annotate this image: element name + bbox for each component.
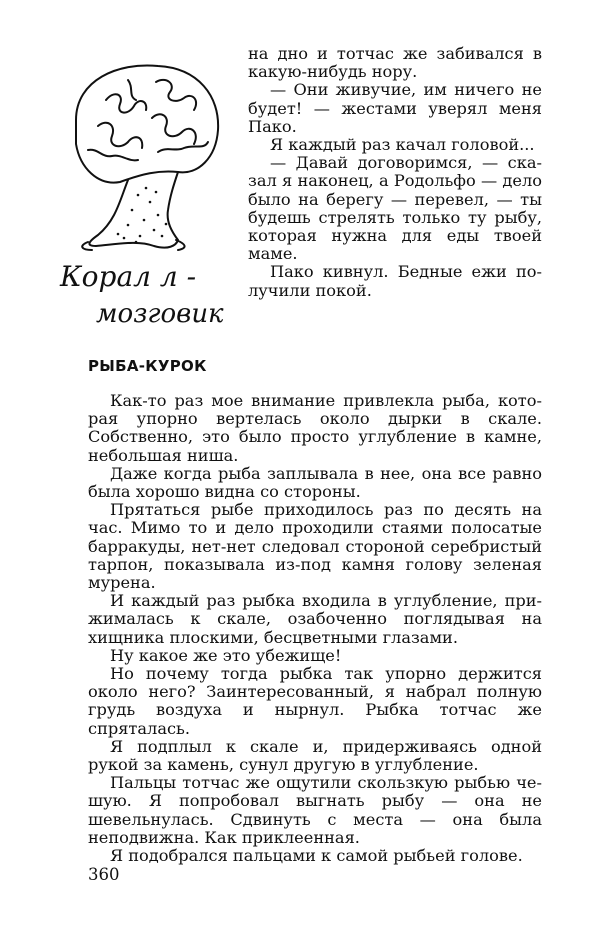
- top-text-column: [248, 45, 542, 300]
- illustration-caption-line1: Корал л -: [60, 260, 197, 293]
- paragraph: Я подобрался пальцами к самой рыбьей голове.: [110, 846, 523, 866]
- paragraph: Но почему тогда рыбка так упорно держится около него? Заинтересованный, я набрал полную грудь воздуха и нырнул. Рыбка тотчас же спряталась.: [88, 664, 542, 738]
- paragraph: Я каждый раз качал головой...: [270, 135, 535, 155]
- paragraph: Даже когда рыба заплывала в нее, она все равно была хорошо видна со стороны.: [88, 463, 542, 502]
- paragraph: на дно и тотчас же забивался в какую-нибудь нору.: [248, 44, 542, 82]
- page-number: 360: [88, 865, 120, 884]
- coral-brain-illustration: [58, 60, 238, 335]
- paragraph: Я подплыл к скале и, придерживаясь одной рукой за камень, сунул другую в углубление.: [88, 736, 542, 775]
- body-text: [88, 392, 542, 865]
- paragraph: Как-то раз мое внимание привлекла рыба, которая упорно вертелась около дырки в скале. Собственно, это было просто углубление в камне, небольшая ниша.: [88, 391, 542, 465]
- paragraph: — Они живучие, им ничего не будет! — жестами уверял меня Пако.: [248, 80, 542, 136]
- paragraph: И каждый раз рыбка входила в углубление, прижималась к скале, озабоченно поглядывая на хищника плоскими, бесцветными глазами.: [88, 591, 542, 647]
- section-title: РЫБА-КУРОК: [88, 357, 207, 375]
- paragraph: Пако кивнул. Бедные ежи получили покой.: [248, 262, 542, 300]
- paragraph: Прятаться рыбе приходилось раз по десять на час. Мимо то и дело проходили стаями полосатые барракуды, нет-нет следовал стороной серебристый тарпон, показывала из-под камня голову зеленая мурена.: [88, 500, 542, 593]
- paragraph: Ну какое же это убежище!: [110, 645, 342, 665]
- paragraph: — Давай договоримся, — сказал я наконец, а Родольфо — дело было на берегу — перевел, — ты будешь стрелять только ту рыбу, которая нужна для еды твоей маме.: [248, 153, 542, 264]
- paragraph: Пальцы тотчас же ощутили скользкую рыбью чешую. Я попробовал выгнать рыбу — она не шевельнулась. Сдвинуть с места — она была неподвижна. Как приклеенная.: [88, 773, 542, 847]
- illustration-caption-line2: мозговик: [96, 299, 224, 329]
